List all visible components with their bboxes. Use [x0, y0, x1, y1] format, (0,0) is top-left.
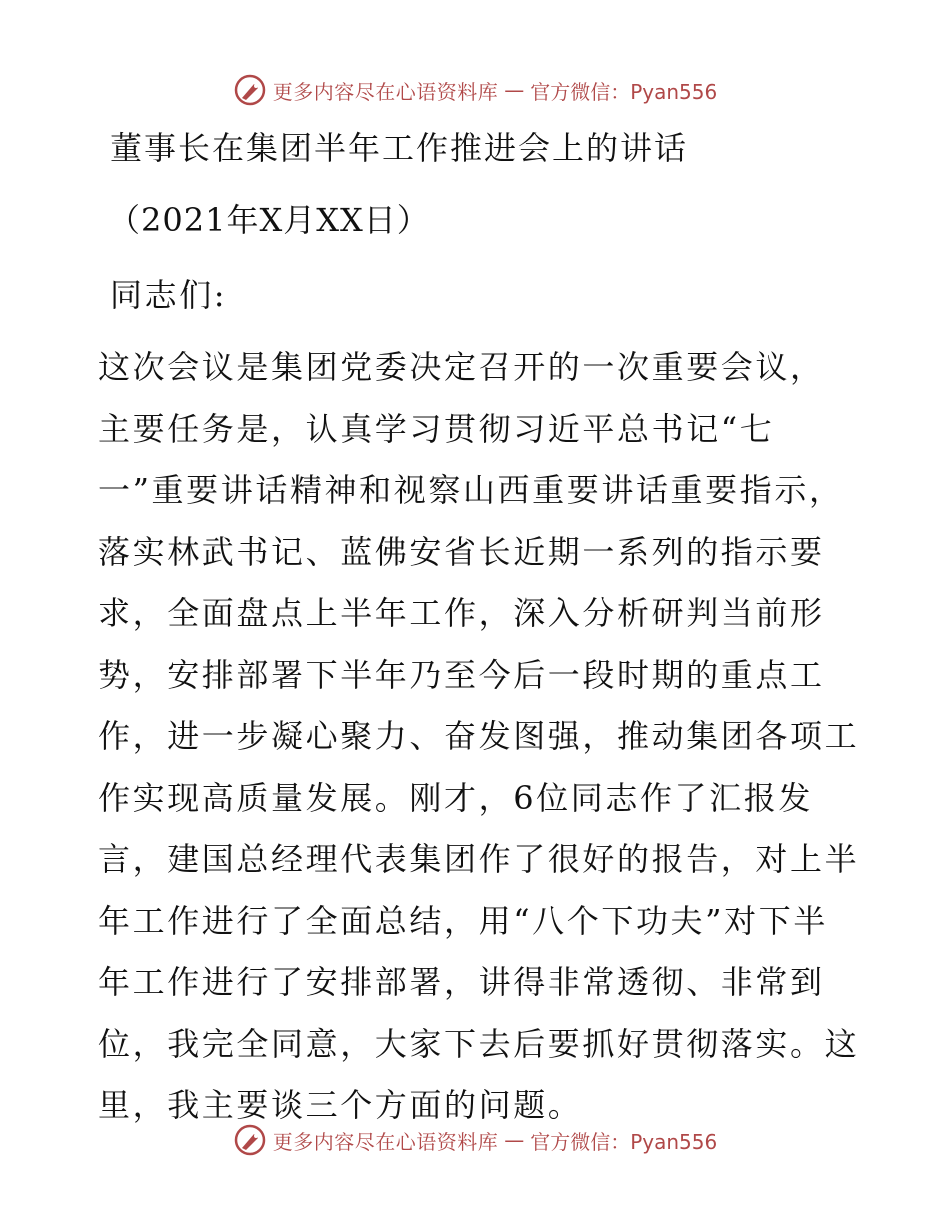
watermark-contact: 官方微信：Pyan556 [530, 79, 718, 104]
paragraph-line: 这次会议是集团党委决定召开的一次重要会议， [98, 348, 825, 386]
watermark-contact: 官方微信：Pyan556 [530, 1129, 718, 1154]
paragraph-line: 求，全面盘点上半年工作，深入分析研判当前形 [98, 594, 825, 632]
paragraph-line: 落实林武书记、蓝佛安省长近期一系列的指示要 [98, 533, 825, 571]
paragraph-line: 势，安排部署下半年乃至今后一段时期的重点工 [98, 656, 825, 694]
watermark-text: 更多内容尽在心语资料库 [272, 1129, 499, 1154]
greeting: 同志们: [110, 276, 228, 314]
paragraph-line: 作实现高质量发展。刚才，6位同志作了汇报发 [98, 779, 813, 817]
paragraph-line: 主要任务是，认真学习贯彻习近平总书记“七 [98, 410, 775, 448]
watermark-banner-top [0, 72, 950, 108]
watermark-banner-bottom [0, 1122, 950, 1158]
pen-nib-logo-icon [233, 73, 267, 107]
paragraph-line: 位，我完全同意，大家下去后要抓好贯彻落实。这 [98, 1025, 860, 1063]
watermark-separator: — [504, 1128, 525, 1152]
watermark-separator: — [504, 78, 525, 102]
paragraph-line: 言，建国总经理代表集团作了很好的报告，对上半 [98, 840, 860, 878]
watermark-text: 更多内容尽在心语资料库 [272, 79, 499, 104]
paragraph-line: 作，进一步凝心聚力、奋发图强，推动集团各项工 [98, 717, 860, 755]
document-date: （2021年X月XX日） [108, 201, 430, 239]
paragraph-line: 年工作进行了安排部署，讲得非常透彻、非常到 [98, 963, 825, 1001]
paragraph-line: 一”重要讲话精神和视察山西重要讲话重要指示， [98, 471, 844, 509]
document-title: 董事长在集团半年工作推进会上的讲话 [110, 129, 689, 167]
paragraph-line: 里，我主要谈三个方面的问题。 [98, 1086, 583, 1124]
paragraph-line: 年工作进行了全面总结，用“八个下功夫”对下半 [98, 902, 828, 940]
pen-nib-logo-icon [233, 1123, 267, 1157]
